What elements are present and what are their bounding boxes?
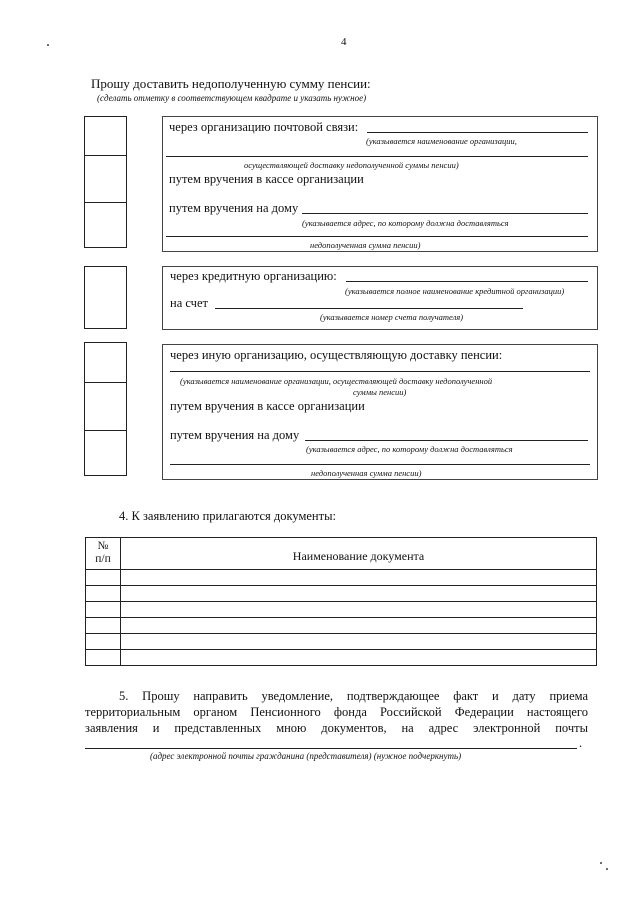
row-name-cell[interactable] <box>121 586 597 602</box>
table-row <box>86 618 597 634</box>
credit-account-label: на счет <box>170 296 208 310</box>
checkbox-postal-cash-desk[interactable] <box>85 156 126 203</box>
row-number-cell[interactable] <box>86 650 121 666</box>
postal-address-line[interactable] <box>302 213 588 214</box>
credit-hint-2: (указывается номер счета получателя) <box>320 312 464 322</box>
email-hint: (адрес электронной почты гражданина (представителя) (нужное подчеркнуть) <box>150 751 462 761</box>
row-name-cell[interactable] <box>121 650 597 666</box>
other-hint-2: суммы пенсии) <box>353 387 407 397</box>
checkbox-other-organization[interactable] <box>85 343 126 383</box>
option-credit-label: через кредитную организацию: <box>170 269 337 283</box>
checkbox-postal-home[interactable] <box>85 203 126 246</box>
postal-hint-4: недополученная сумма пенсии) <box>310 240 421 250</box>
other-hint-1: (указывается наименование организации, осуществляющей доставку недополученной <box>180 376 493 386</box>
heading-note: (сделать отметку в соответствующем квадрате и указать нужное) <box>97 93 367 103</box>
other-hint-4: недополученная сумма пенсии) <box>311 468 422 478</box>
table-row <box>86 570 597 586</box>
checkbox-credit-organization[interactable] <box>84 266 127 329</box>
checkbox-group-other <box>84 342 127 476</box>
checkbox-postal-organization[interactable] <box>85 117 126 156</box>
col-name-header: Наименование документа <box>121 538 597 570</box>
postal-home-label: путем вручения на дому <box>169 201 299 215</box>
scan-speck <box>47 44 49 46</box>
scan-speck <box>606 868 608 870</box>
row-name-cell[interactable] <box>121 570 597 586</box>
row-number-cell[interactable] <box>86 570 121 586</box>
credit-account-line[interactable] <box>215 308 523 309</box>
postal-hint-1: (указывается наименование организации, <box>366 136 517 146</box>
other-hint-3: (указывается адрес, по которому должна доставляться <box>306 444 513 454</box>
postal-hint-3: (указывается адрес, по которому должна доставляться <box>302 218 509 228</box>
postal-organization-line-2[interactable] <box>166 156 588 157</box>
row-name-cell[interactable] <box>121 602 597 618</box>
other-home-label: путем вручения на дому <box>170 428 300 442</box>
heading: Прошу доставить недополученную сумму пенсии: <box>91 76 371 91</box>
scan-speck <box>600 862 602 864</box>
other-organization-line[interactable] <box>170 371 590 372</box>
section-5-line-1: 5. Прошу направить уведомление, подтверждающее факт и дату приема <box>119 689 588 703</box>
other-cash-desk-label: путем вручения в кассе организации <box>170 399 365 413</box>
page-number: 4 <box>341 36 347 48</box>
row-number-cell[interactable] <box>86 618 121 634</box>
table-row <box>86 586 597 602</box>
credit-hint-1: (указывается полное наименование кредитной организации) <box>345 286 565 296</box>
row-number-cell[interactable] <box>86 634 121 650</box>
section-4-title: 4. К заявлению прилагаются документы: <box>119 509 336 523</box>
checkbox-group-postal <box>84 116 127 248</box>
postal-cash-desk-label: путем вручения в кассе организации <box>169 172 364 186</box>
table-row <box>86 650 597 666</box>
section-5-line-3: заявления и представленных мною документов, на адрес электронной почты <box>85 721 588 735</box>
section-5-line-2: территориальным органом Пенсионного фонда Российской Федерации настоящего <box>85 705 588 719</box>
row-name-cell[interactable] <box>121 618 597 634</box>
postal-address-line-2[interactable] <box>166 236 588 237</box>
postal-hint-2: осуществляющей доставку недополученной суммы пенсии) <box>244 160 459 170</box>
documents-table <box>85 537 597 666</box>
credit-organization-line[interactable] <box>346 281 588 282</box>
other-address-line[interactable] <box>305 440 588 441</box>
col-number-header-2: п/п <box>95 553 111 566</box>
checkbox-other-cash-desk[interactable] <box>85 383 126 431</box>
section-5-period: . <box>579 736 583 750</box>
checkbox-other-home[interactable] <box>85 431 126 474</box>
postal-organization-line[interactable] <box>367 132 588 133</box>
col-number-header <box>86 538 121 570</box>
email-address-line[interactable] <box>85 748 577 749</box>
row-name-cell[interactable] <box>121 634 597 650</box>
col-number-header-1: № <box>97 540 109 552</box>
option-other-label: через иную организацию, осуществляющую доставку пенсии: <box>170 348 503 362</box>
row-number-cell[interactable] <box>86 586 121 602</box>
table-row <box>86 602 597 618</box>
other-address-line-2[interactable] <box>170 464 590 465</box>
table-row <box>86 634 597 650</box>
table-header-row <box>86 538 597 570</box>
row-number-cell[interactable] <box>86 602 121 618</box>
option-postal-label: через организацию почтовой связи: <box>169 120 359 134</box>
